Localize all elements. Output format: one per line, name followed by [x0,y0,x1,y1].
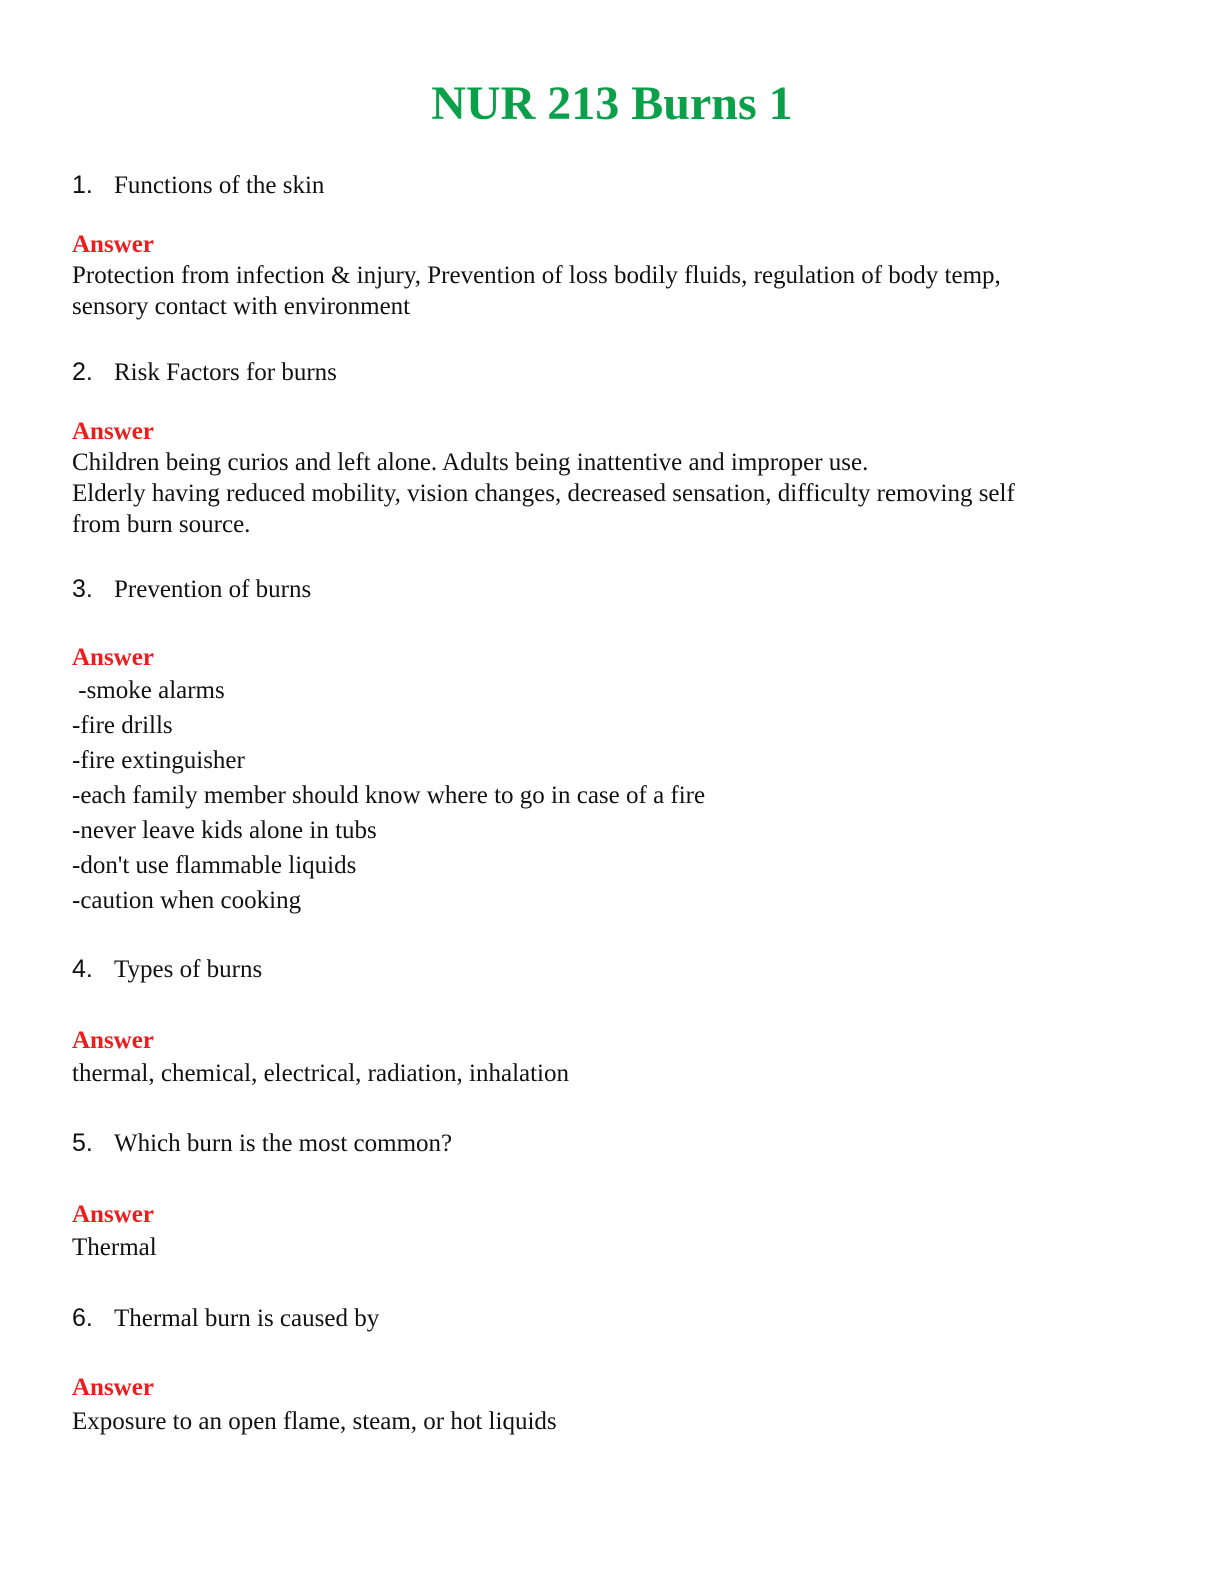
question-6 [72,1303,1152,1334]
list-item: -never leave kids alone in tubs [72,817,377,844]
qa-item-5 [72,1128,1152,1263]
question-number: 2. [72,358,93,386]
question-number: 1. [72,171,93,199]
qa-item-1 [72,170,1152,322]
question-text: Which burn is the most common? [114,1130,453,1157]
question-text: Functions of the skin [114,172,325,199]
question-number: 5. [72,1129,93,1157]
question-number: 6. [72,1304,93,1332]
answer-label: Answer [72,1027,154,1054]
question-number: 3. [72,575,93,603]
list-item: -each family member should know where to go in case of a fire [72,782,706,809]
question-4 [72,954,1152,985]
answer-label: Answer [72,644,154,671]
question-number: 4. [72,955,93,983]
answer-list [72,673,1152,918]
answer-text: Thermal [72,1234,157,1261]
answer-text: Children being curios and left alone. Adults being inattentive and improper use. Elderly having reduced mobility, vision changes, decreased sensation, difficulty removing self from burn source. [72,449,1015,538]
qa-item-4 [72,954,1152,1089]
answer-label: Answer [72,1201,154,1228]
answer-label: Answer [72,418,154,445]
question-text: Thermal burn is caused by [114,1305,380,1332]
list-item: -caution when cooking [72,887,302,914]
qa-item-2 [72,357,1152,540]
question-text: Risk Factors for burns [114,359,337,386]
list-item: -fire extinguisher [72,747,245,774]
question-3 [72,574,1152,605]
qa-item-3 [72,574,1152,918]
list-item: -smoke alarms [72,677,225,704]
answer-text: Protection from infection & injury, Prevention of loss bodily fluids, regulation of body temp, sensory contact with environment [72,262,1001,320]
answer-label: Answer [72,1374,154,1401]
question-1 [72,170,1152,201]
list-item: -fire drills [72,712,173,739]
list-item: -don't use flammable liquids [72,852,357,879]
question-text: Types of burns [114,956,263,983]
page-title: NUR 213 Burns 1 [431,77,793,130]
answer-label: Answer [72,231,154,258]
question-text: Prevention of burns [114,576,312,603]
answer-text: thermal, chemical, electrical, radiation, inhalation [72,1060,569,1087]
answer-text: Exposure to an open flame, steam, or hot liquids [72,1408,557,1435]
question-5 [72,1128,1152,1159]
question-2 [72,357,1152,388]
qa-item-6 [72,1303,1152,1437]
